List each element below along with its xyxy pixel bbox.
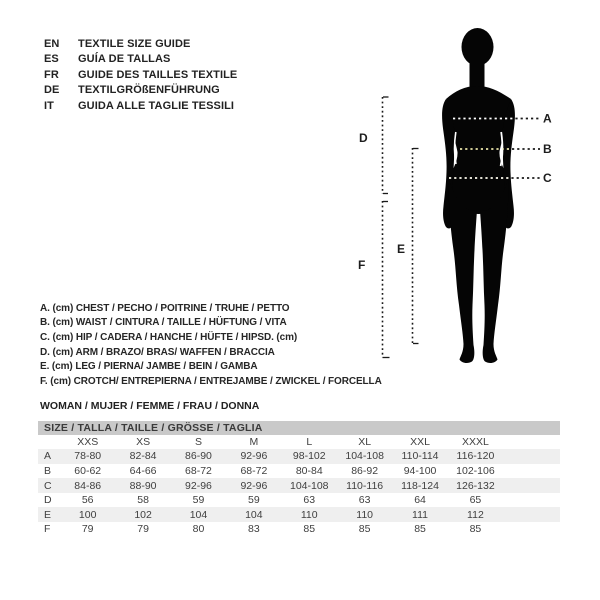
cell-value: 110 xyxy=(300,508,318,521)
cell-value: 82-84 xyxy=(129,450,157,463)
cell-value: 63 xyxy=(358,494,371,507)
size-header-l: L xyxy=(306,435,313,448)
cell-value: 86-90 xyxy=(185,450,212,463)
lang-row-it xyxy=(44,98,237,114)
marker-label-c: C xyxy=(543,171,552,185)
lang-code-de: DE xyxy=(44,84,60,97)
cell-value: 92-96 xyxy=(240,479,268,492)
cell-value: 68-72 xyxy=(240,464,268,477)
table-row-b xyxy=(38,464,560,479)
lang-row-es xyxy=(44,52,237,68)
cell-value: 56 xyxy=(81,494,94,507)
lang-title-de: TEXTILGRÖßENFÜHRUNG xyxy=(78,84,220,97)
cell-value: 80 xyxy=(192,523,205,536)
lang-title-fr: GUIDE DES TAILLES TEXTILE xyxy=(78,68,238,81)
legend-item-c: C. (cm) HIP / CADERA / HANCHE / HÜFTE / HIPSD. (cm) xyxy=(40,331,298,343)
legend-item-d: D. (cm) ARM / BRAZO/ BRAS/ WAFFEN / BRACCIA xyxy=(40,346,275,358)
cell-value: 80-84 xyxy=(295,464,323,477)
cell-value: 116-120 xyxy=(456,450,495,463)
lang-row-fr xyxy=(44,67,237,83)
cell-value: 83 xyxy=(248,523,260,536)
lang-title-es: GUÍA DE TALLAS xyxy=(78,53,171,66)
row-label: C xyxy=(44,479,52,492)
legend-item-e: E. (cm) LEG / PIERNA/ JAMBE / BEIN / GAMBA xyxy=(40,361,258,373)
gender-heading: WOMAN / MUJER / FEMME / FRAU / DONNA xyxy=(40,400,260,412)
cell-value: 63 xyxy=(303,494,316,507)
cell-value: 68-72 xyxy=(185,464,212,477)
cell-value: 64 xyxy=(414,494,426,507)
marker-label-e: E xyxy=(397,242,406,256)
size-header-xs: XS xyxy=(136,435,151,448)
cell-value: 59 xyxy=(192,494,205,507)
cell-value: 104-108 xyxy=(289,479,329,492)
cell-value: 85 xyxy=(414,523,426,536)
size-header-xl: XL xyxy=(358,435,372,448)
lang-row-de xyxy=(44,83,237,99)
lang-title-en: TEXTILE SIZE GUIDE xyxy=(78,37,191,50)
lang-code-fr: FR xyxy=(44,68,59,81)
woman-silhouette-icon xyxy=(442,28,515,363)
cell-value: 112 xyxy=(467,508,484,521)
cell-value: 92-96 xyxy=(240,450,268,463)
arm-gap-left xyxy=(454,132,456,164)
cell-value: 104 xyxy=(189,508,208,521)
table-row-a xyxy=(38,449,560,464)
size-header-m: M xyxy=(249,435,259,448)
cell-value: 85 xyxy=(469,523,482,536)
lang-code-es: ES xyxy=(44,53,59,66)
marker-label-b: B xyxy=(543,142,552,156)
cell-value: 59 xyxy=(248,494,260,507)
cell-value: 110-114 xyxy=(401,450,439,463)
cell-value: 102-106 xyxy=(456,464,495,477)
lang-row-en xyxy=(44,36,237,52)
cell-value: 110-116 xyxy=(346,479,384,492)
marker-label-d: D xyxy=(359,131,368,145)
cell-value: 98-102 xyxy=(292,450,326,463)
row-label: B xyxy=(44,464,52,477)
cell-value: 126-132 xyxy=(456,479,495,492)
cell-value: 100 xyxy=(78,508,97,521)
cell-value: 79 xyxy=(81,523,94,536)
cell-value: 85 xyxy=(358,523,371,536)
cell-value: 60-62 xyxy=(74,464,102,477)
cell-value: 64-66 xyxy=(129,464,157,477)
marker-label-a: A xyxy=(543,111,552,126)
cell-value: 84-86 xyxy=(74,479,102,492)
cell-value: 92-96 xyxy=(185,479,212,492)
size-header-xxl: XXL xyxy=(410,435,430,448)
lang-code-it: IT xyxy=(44,99,54,112)
row-label: D xyxy=(44,494,52,507)
table-row-e xyxy=(38,507,560,522)
cell-value: 104-108 xyxy=(345,450,384,463)
size-table-header-row xyxy=(38,435,560,450)
cell-value: 102 xyxy=(134,508,152,521)
row-label: E xyxy=(44,508,52,521)
language-title-block xyxy=(44,36,237,114)
cell-value: 58 xyxy=(137,494,149,507)
cell-value: 118-124 xyxy=(401,479,439,492)
size-header-s: S xyxy=(194,435,202,448)
cell-value: 85 xyxy=(303,523,316,536)
size-header-xxxl: XXXL xyxy=(462,435,489,448)
table-row-c xyxy=(38,478,560,493)
cell-value: 104 xyxy=(245,508,263,521)
table-row-f xyxy=(38,522,560,537)
cell-value: 78-80 xyxy=(74,450,102,463)
marker-label-f: F xyxy=(358,258,366,272)
cell-value: 86-92 xyxy=(351,464,379,477)
table-row-d xyxy=(38,493,560,508)
lang-title-it: GUIDA ALLE TAGLIE TESSILI xyxy=(78,99,235,112)
lang-code-en: EN xyxy=(44,37,60,50)
size-table-title: SIZE / TALLA / TAILLE / GRÖSSE / TAGLIA xyxy=(38,421,560,435)
row-label: A xyxy=(44,450,52,463)
legend-item-b: B. (cm) WAIST / CINTURA / TAILLE / HÜFTUNG / VITA xyxy=(40,317,287,329)
size-header-xxs: XXS xyxy=(77,435,99,448)
cell-value: 110 xyxy=(356,508,374,521)
legend-item-a: A. (cm) CHEST / PECHO / POITRINE / TRUHE / PETTO xyxy=(40,302,290,314)
cell-value: 94-100 xyxy=(403,464,437,477)
cell-value: 79 xyxy=(137,523,149,536)
row-label: F xyxy=(44,523,51,536)
cell-value: 65 xyxy=(469,494,482,507)
cell-value: 111 xyxy=(412,508,429,521)
size-table xyxy=(38,421,560,537)
measurement-legend xyxy=(40,301,382,389)
cell-value: 88-90 xyxy=(129,479,157,492)
legend-item-f: F. (cm) CROTCH/ ENTREPIERNA / ENTREJAMBE / ZWICKEL / FORCELLA xyxy=(40,375,382,387)
